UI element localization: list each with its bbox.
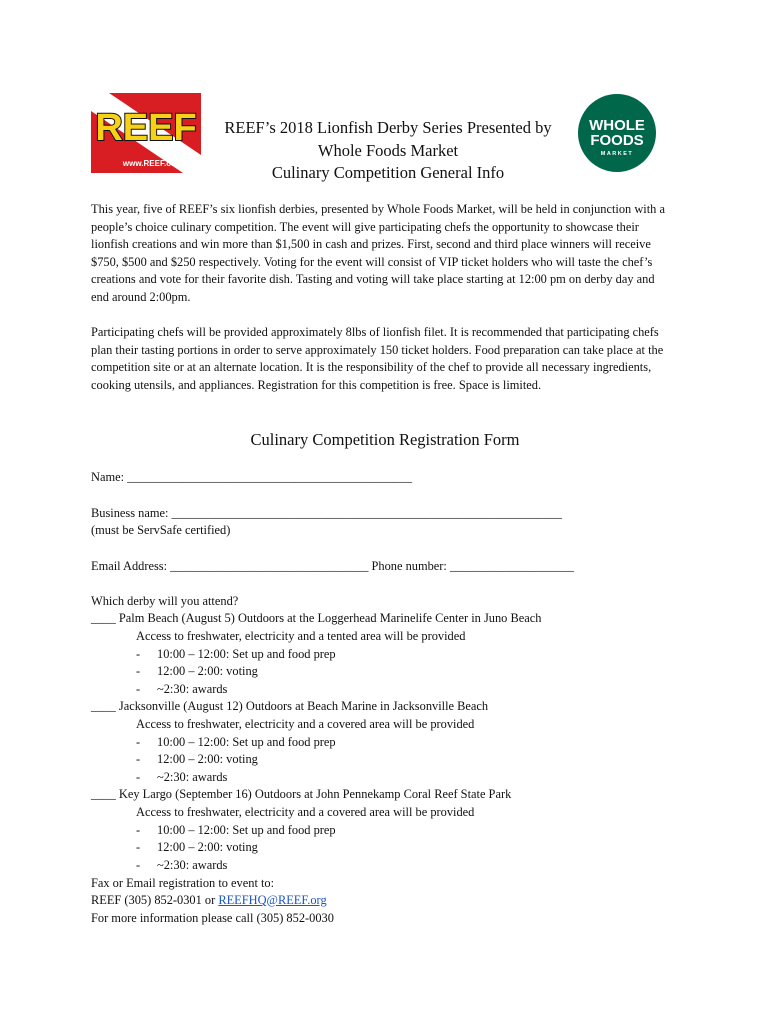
intro-paragraph-1: This year, five of REEF’s six lionfish derbies, presented by Whole Foods Market, will be held in conjunction with a people’s choice culinary competition. The event will give participating chefs the opportunity to showcase their lionfish creations and win more than $1,500 in cash and prizes. First, second and third place winners will receive $750, $500 and $250 respectively. Voting for the event will consist of VIP ticket holders who will taste the chef’s creations and vote for their favorite dish. Tasting and voting will take place starting at 12:00 pm on derby day and end around 2:00pm.: [91, 202, 665, 304]
bullet-dash: -: [136, 735, 141, 749]
bullet-dash: -: [136, 858, 141, 872]
derby-access: Access to freshwater, electricity and a covered area will be provided: [136, 805, 475, 819]
derby-access: Access to freshwater, electricity and a covered area will be provided: [136, 717, 475, 731]
fax-email-instruction: Fax or Email registration to event to:: [91, 876, 275, 890]
title-line-3: Culinary Competition General Info: [271, 163, 505, 182]
bullet-dash: -: [136, 752, 141, 766]
derby-access: Access to freshwater, electricity and a tented area will be provided: [136, 629, 466, 643]
form-title: Culinary Competition Registration Form: [250, 430, 520, 449]
bullet-dash: -: [136, 647, 141, 661]
bullet-dash: -: [136, 840, 141, 854]
email-link[interactable]: REEFHQ@REEF.org: [218, 893, 327, 907]
whole-foods-logo-line2: FOODS: [590, 132, 644, 149]
bullet-dash: -: [136, 823, 141, 837]
reef-logo-url: www.REEF.org: [122, 159, 180, 168]
whole-foods-logo-line1: WHOLE: [589, 117, 645, 134]
whole-foods-logo-line3: MARKET: [600, 151, 634, 157]
schedule-item: 12:00 – 2:00: voting: [157, 840, 258, 854]
business-name-field[interactable]: Business name: _______________________________________________________________: [91, 506, 562, 520]
derby-question: Which derby will you attend?: [91, 594, 239, 608]
schedule-item: 10:00 – 12:00: Set up and food prep: [157, 823, 336, 837]
schedule-item: 12:00 – 2:00: voting: [157, 752, 258, 766]
bullet-dash: -: [136, 770, 141, 784]
contact-prefix: REEF (305) 852-0301 or: [91, 893, 219, 907]
derby-option-jacksonville[interactable]: ____ Jacksonville (August 12) Outdoors at Beach Marine in Jacksonville Beach: [91, 699, 489, 713]
email-phone-field[interactable]: Email Address: ________________________________ Phone number: ____________________: [91, 559, 574, 573]
bullet-dash: -: [136, 682, 141, 696]
schedule-item: ~2:30: awards: [157, 770, 228, 784]
schedule-item: 12:00 – 2:00: voting: [157, 664, 258, 678]
derby-option-key-largo[interactable]: ____ Key Largo (September 16) Outdoors at John Pennekamp Coral Reef State Park: [91, 787, 512, 801]
schedule-item: ~2:30: awards: [157, 682, 228, 696]
bullet-dash: -: [136, 664, 141, 678]
business-note: (must be ServSafe certified): [91, 523, 231, 537]
intro-paragraph-2: Participating chefs will be provided approximately 8lbs of lionfish filet. It is recommended that participating chefs plan their tasting portions in order to serve approximately 150 ticket holders. Food preparation can take place at the competition site or at an alternate location. It is the responsibility of the chef to provide all necessary ingredients, cooking utensils, and appliances. Registration for this competition is free. Space is limited.: [91, 325, 664, 392]
title-line-2: Whole Foods Market: [317, 140, 459, 160]
contact-line: [91, 892, 327, 910]
reef-logo-text: REEF: [95, 107, 197, 149]
title-line-1: REEF’s 2018 Lionfish Derby Series Presented by: [224, 118, 552, 137]
schedule-item: ~2:30: awards: [157, 858, 228, 872]
derby-option-palm-beach[interactable]: ____ Palm Beach (August 5) Outdoors at the Loggerhead Marinelife Center in Juno Beach: [91, 611, 542, 625]
schedule-item: 10:00 – 12:00: Set up and food prep: [157, 647, 336, 661]
schedule-item: 10:00 – 12:00: Set up and food prep: [157, 735, 336, 749]
whole-foods-logo: [578, 94, 656, 172]
more-info-line: For more information please call (305) 852-0030: [91, 911, 334, 925]
page-title: [200, 117, 576, 185]
name-field[interactable]: Name: ______________________________________________: [91, 470, 413, 484]
reef-logo: [91, 93, 201, 173]
